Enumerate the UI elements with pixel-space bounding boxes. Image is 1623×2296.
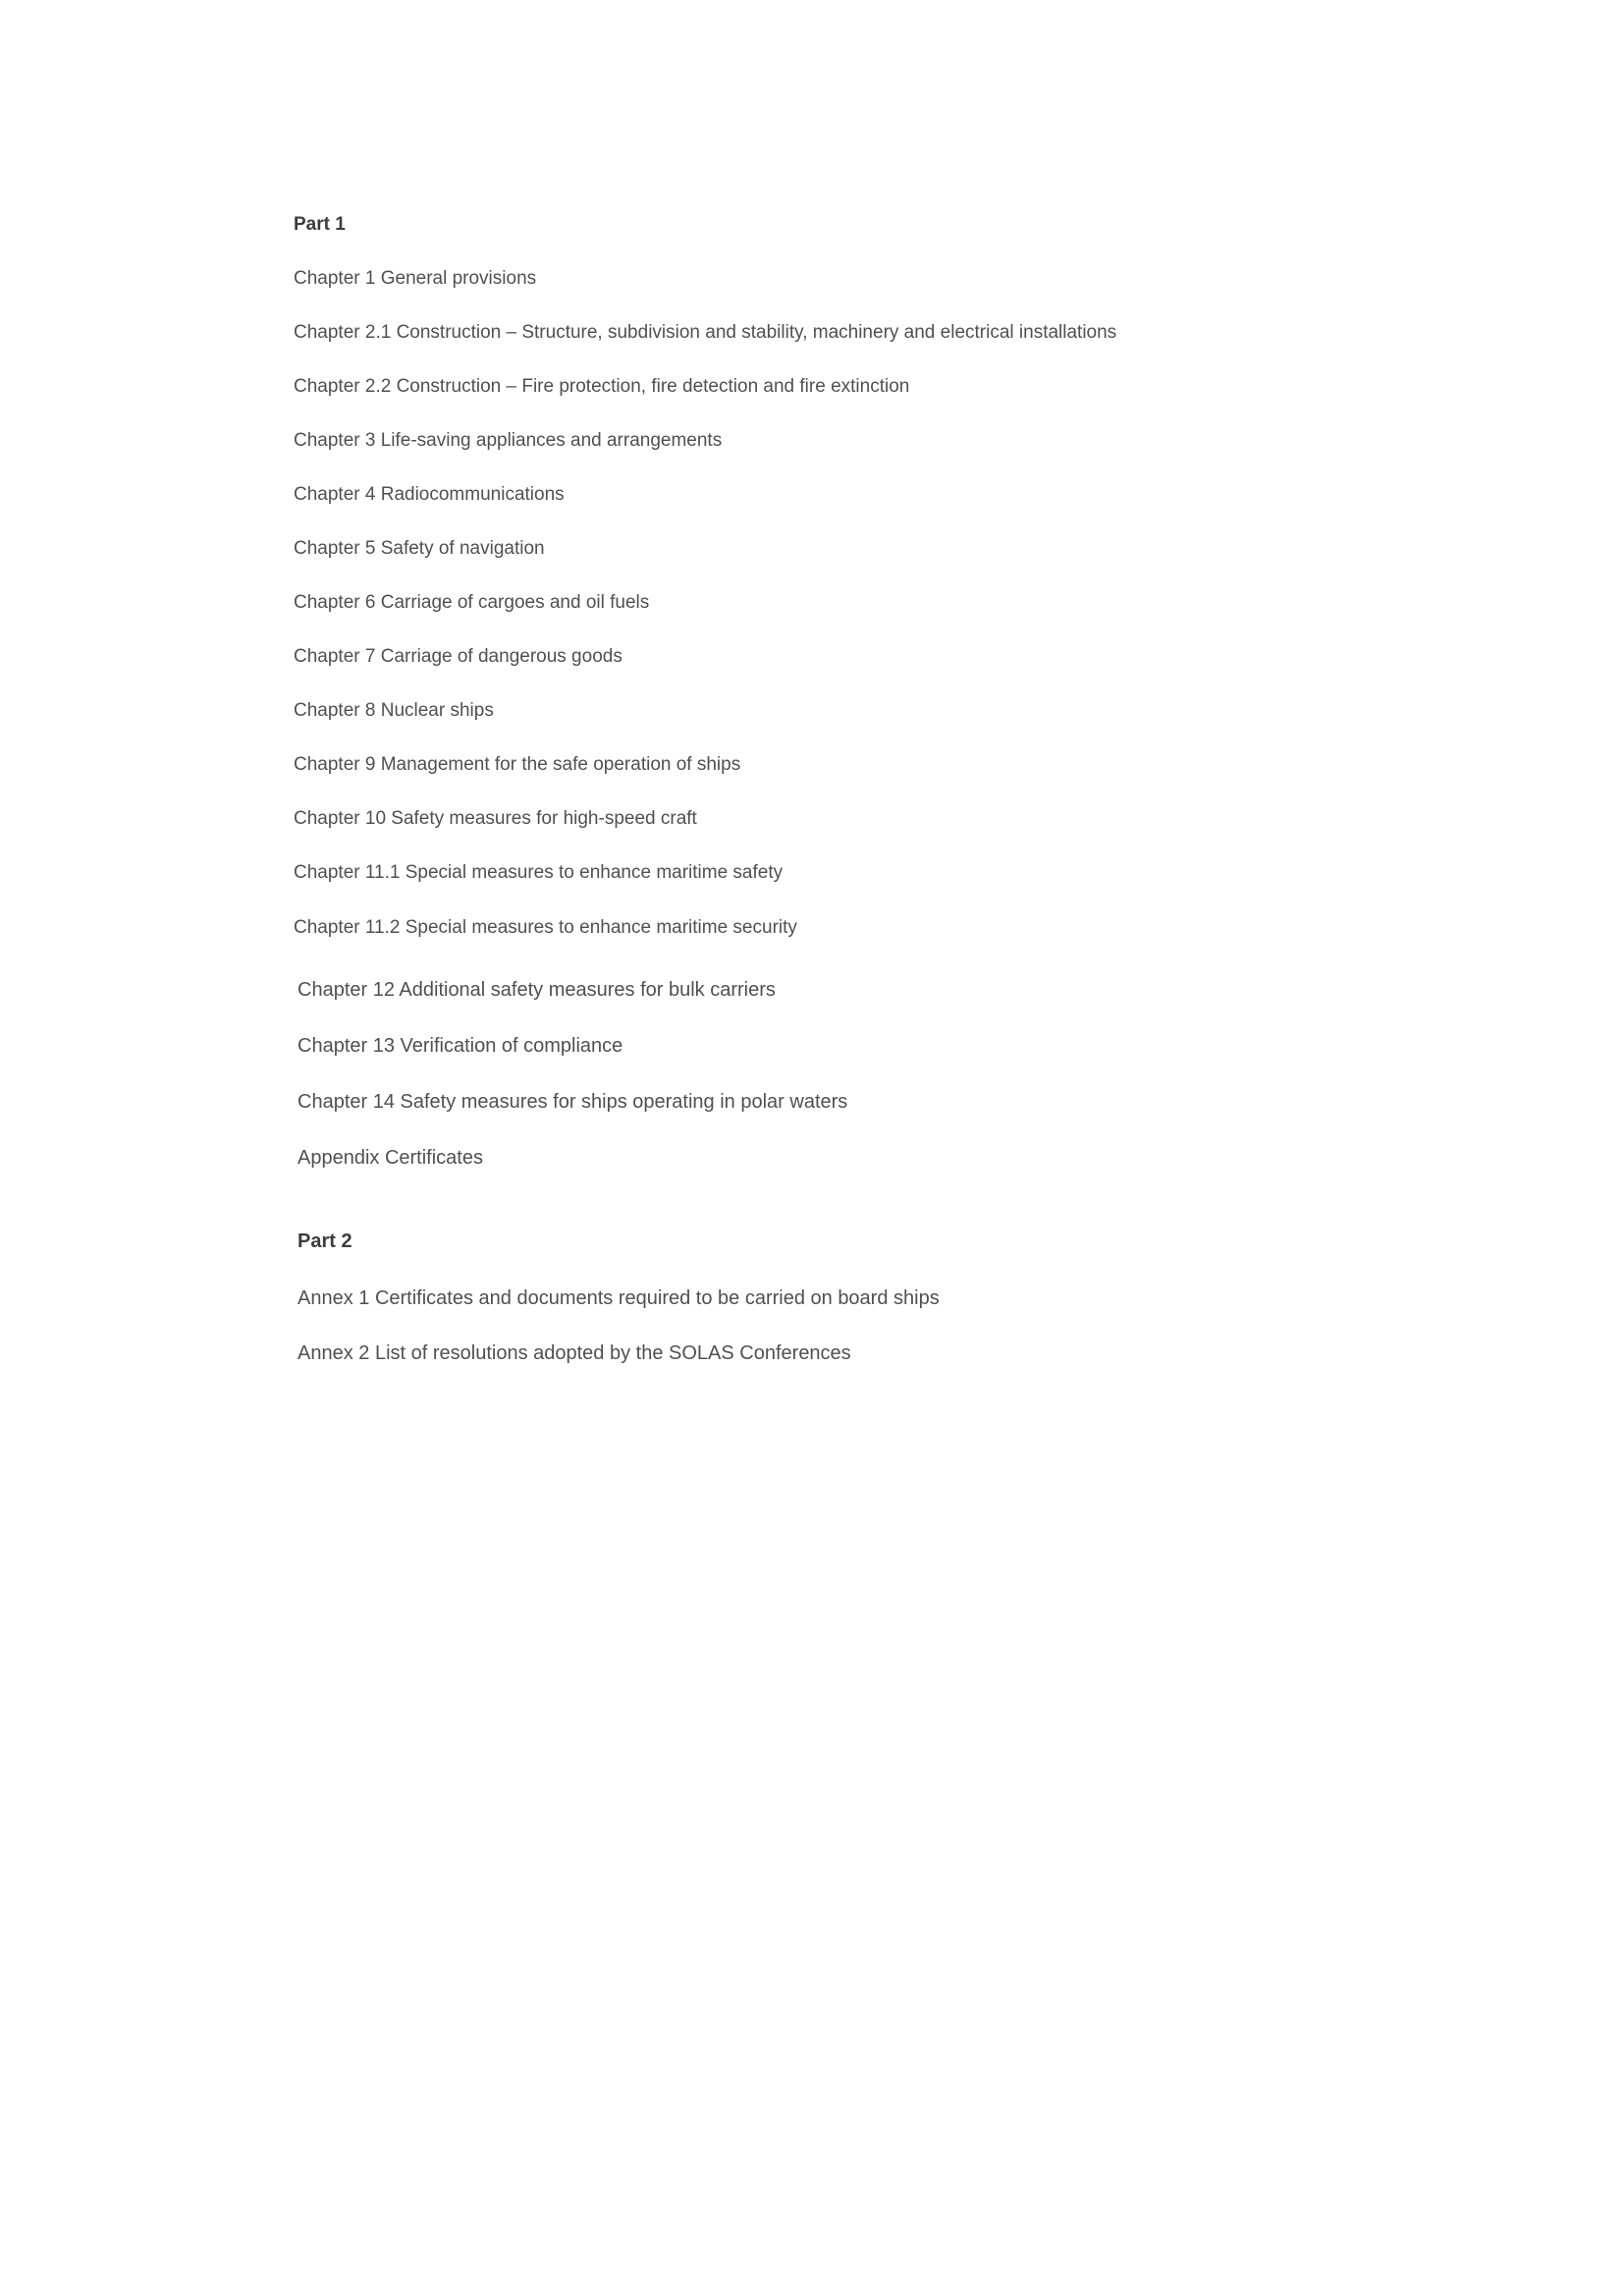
toc-entry-chapter-14: Chapter 14 Safety measures for ships operating in polar waters bbox=[298, 1091, 848, 1113]
toc-entry-chapter-12: Chapter 12 Additional safety measures for bulk carriers bbox=[298, 979, 776, 1001]
part-1-heading: Part 1 bbox=[294, 214, 346, 235]
toc-entry-chapter-9: Chapter 9 Management for the safe operation of ships bbox=[294, 754, 741, 775]
toc-entry-chapter-8: Chapter 8 Nuclear ships bbox=[294, 700, 494, 721]
toc-entry-annex-2: Annex 2 List of resolutions adopted by the SOLAS Conferences bbox=[298, 1342, 851, 1364]
toc-entry-chapter-3: Chapter 3 Life-saving appliances and arrangements bbox=[294, 430, 723, 451]
toc-entry-appendix: Appendix Certificates bbox=[298, 1147, 483, 1169]
part-2-heading: Part 2 bbox=[298, 1230, 352, 1252]
toc-entry-chapter-2-2: Chapter 2.2 Construction – Fire protection, fire detection and fire extinction bbox=[294, 376, 910, 397]
toc-entry-annex-1: Annex 1 Certificates and documents required to be carried on board ships bbox=[298, 1287, 940, 1309]
toc-entry-chapter-11-2: Chapter 11.2 Special measures to enhance maritime security bbox=[294, 917, 797, 938]
toc-entry-chapter-7: Chapter 7 Carriage of dangerous goods bbox=[294, 646, 622, 667]
toc-entry-chapter-4: Chapter 4 Radiocommunications bbox=[294, 484, 565, 505]
toc-entry-chapter-5: Chapter 5 Safety of navigation bbox=[294, 538, 545, 559]
toc-entry-chapter-11-1: Chapter 11.1 Special measures to enhance maritime safety bbox=[294, 862, 784, 883]
toc-entry-chapter-13: Chapter 13 Verification of compliance bbox=[298, 1035, 623, 1057]
toc-entry-chapter-6: Chapter 6 Carriage of cargoes and oil fuels bbox=[294, 592, 650, 613]
toc-entry-chapter-1: Chapter 1 General provisions bbox=[294, 268, 537, 289]
toc-entry-chapter-10: Chapter 10 Safety measures for high-speed craft bbox=[294, 808, 697, 829]
toc-entry-chapter-2-1: Chapter 2.1 Construction – Structure, subdivision and stability, machinery and electrical installations bbox=[294, 322, 1117, 343]
